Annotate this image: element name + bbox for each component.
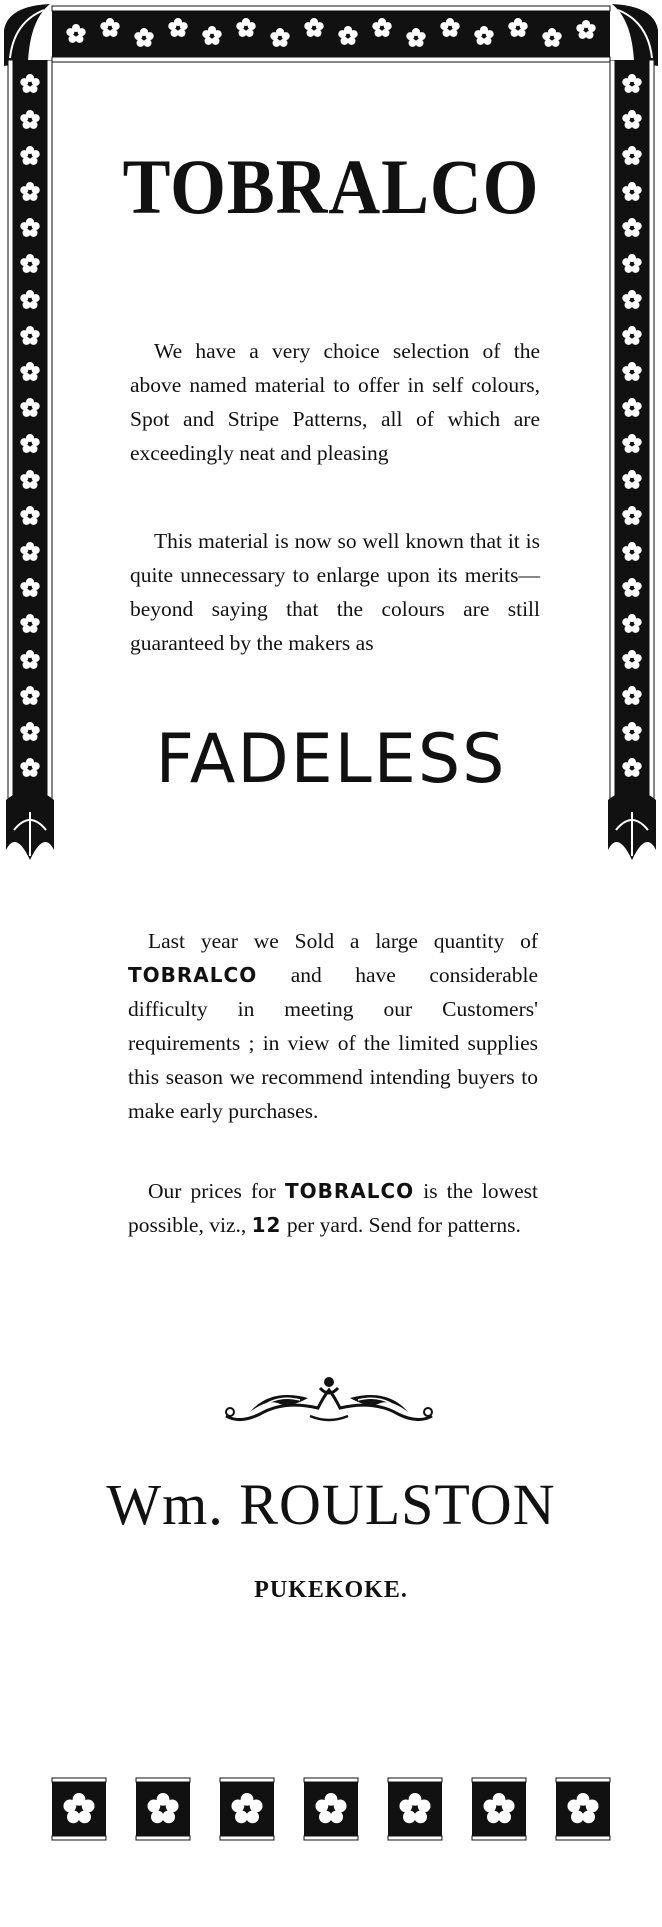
brand-name: TOBRALCO (128, 963, 258, 987)
floral-tile-icon (554, 1776, 612, 1842)
floral-border-left (0, 60, 60, 870)
paragraph-last-year (128, 924, 538, 1128)
price: 12 (251, 1213, 282, 1237)
fadeless-heading: FADELESS (155, 720, 507, 799)
floral-tile-icon (386, 1776, 444, 1842)
paragraph-last-year-text-1: Last year we Sold a large quantity of (148, 929, 538, 953)
floral-tile-icon (470, 1776, 528, 1842)
floral-border-right (602, 60, 662, 870)
floral-tile-icon (134, 1776, 192, 1842)
paragraph-prices-text-2: is the lowest possible, viz., (128, 1179, 539, 1237)
paragraph-prices (128, 1174, 538, 1242)
floral-border-top (0, 0, 662, 72)
paragraph-prices-text-1: Our prices for (148, 1179, 276, 1203)
scroll-flourish-icon (220, 1368, 438, 1428)
floral-tile-icon (50, 1776, 108, 1842)
brand-name: TOBRALCO (284, 1179, 415, 1203)
paragraph-last-year-text-2: and have considerable difficulty in meeting our Customers' requirements ; in view of the limited supplies this season we recommend intending buyers to make early purchases. (128, 963, 539, 1123)
merchant-location: PUKEKOKE. (254, 1577, 408, 1603)
headline: TOBRALCO (122, 143, 540, 230)
floral-tile-row (50, 1776, 612, 1842)
paragraph-selection: We have a very choice selection of the above named material to offer in self colours, Spot and Stripe Patterns, all of which are exceedingly neat and pleasing (130, 339, 540, 465)
floral-tile-icon (302, 1776, 360, 1842)
paragraph-prices-text-3: per yard. Send for patterns. (286, 1213, 521, 1237)
floral-tile-icon (218, 1776, 276, 1842)
merchant-name: Wm. ROULSTON (106, 1472, 556, 1537)
paragraph-merits: This material is now so well known that it is quite unnecessary to enlarge upon its merits—beyond saying that the colours are still guaranteed by the makers as (130, 529, 540, 655)
